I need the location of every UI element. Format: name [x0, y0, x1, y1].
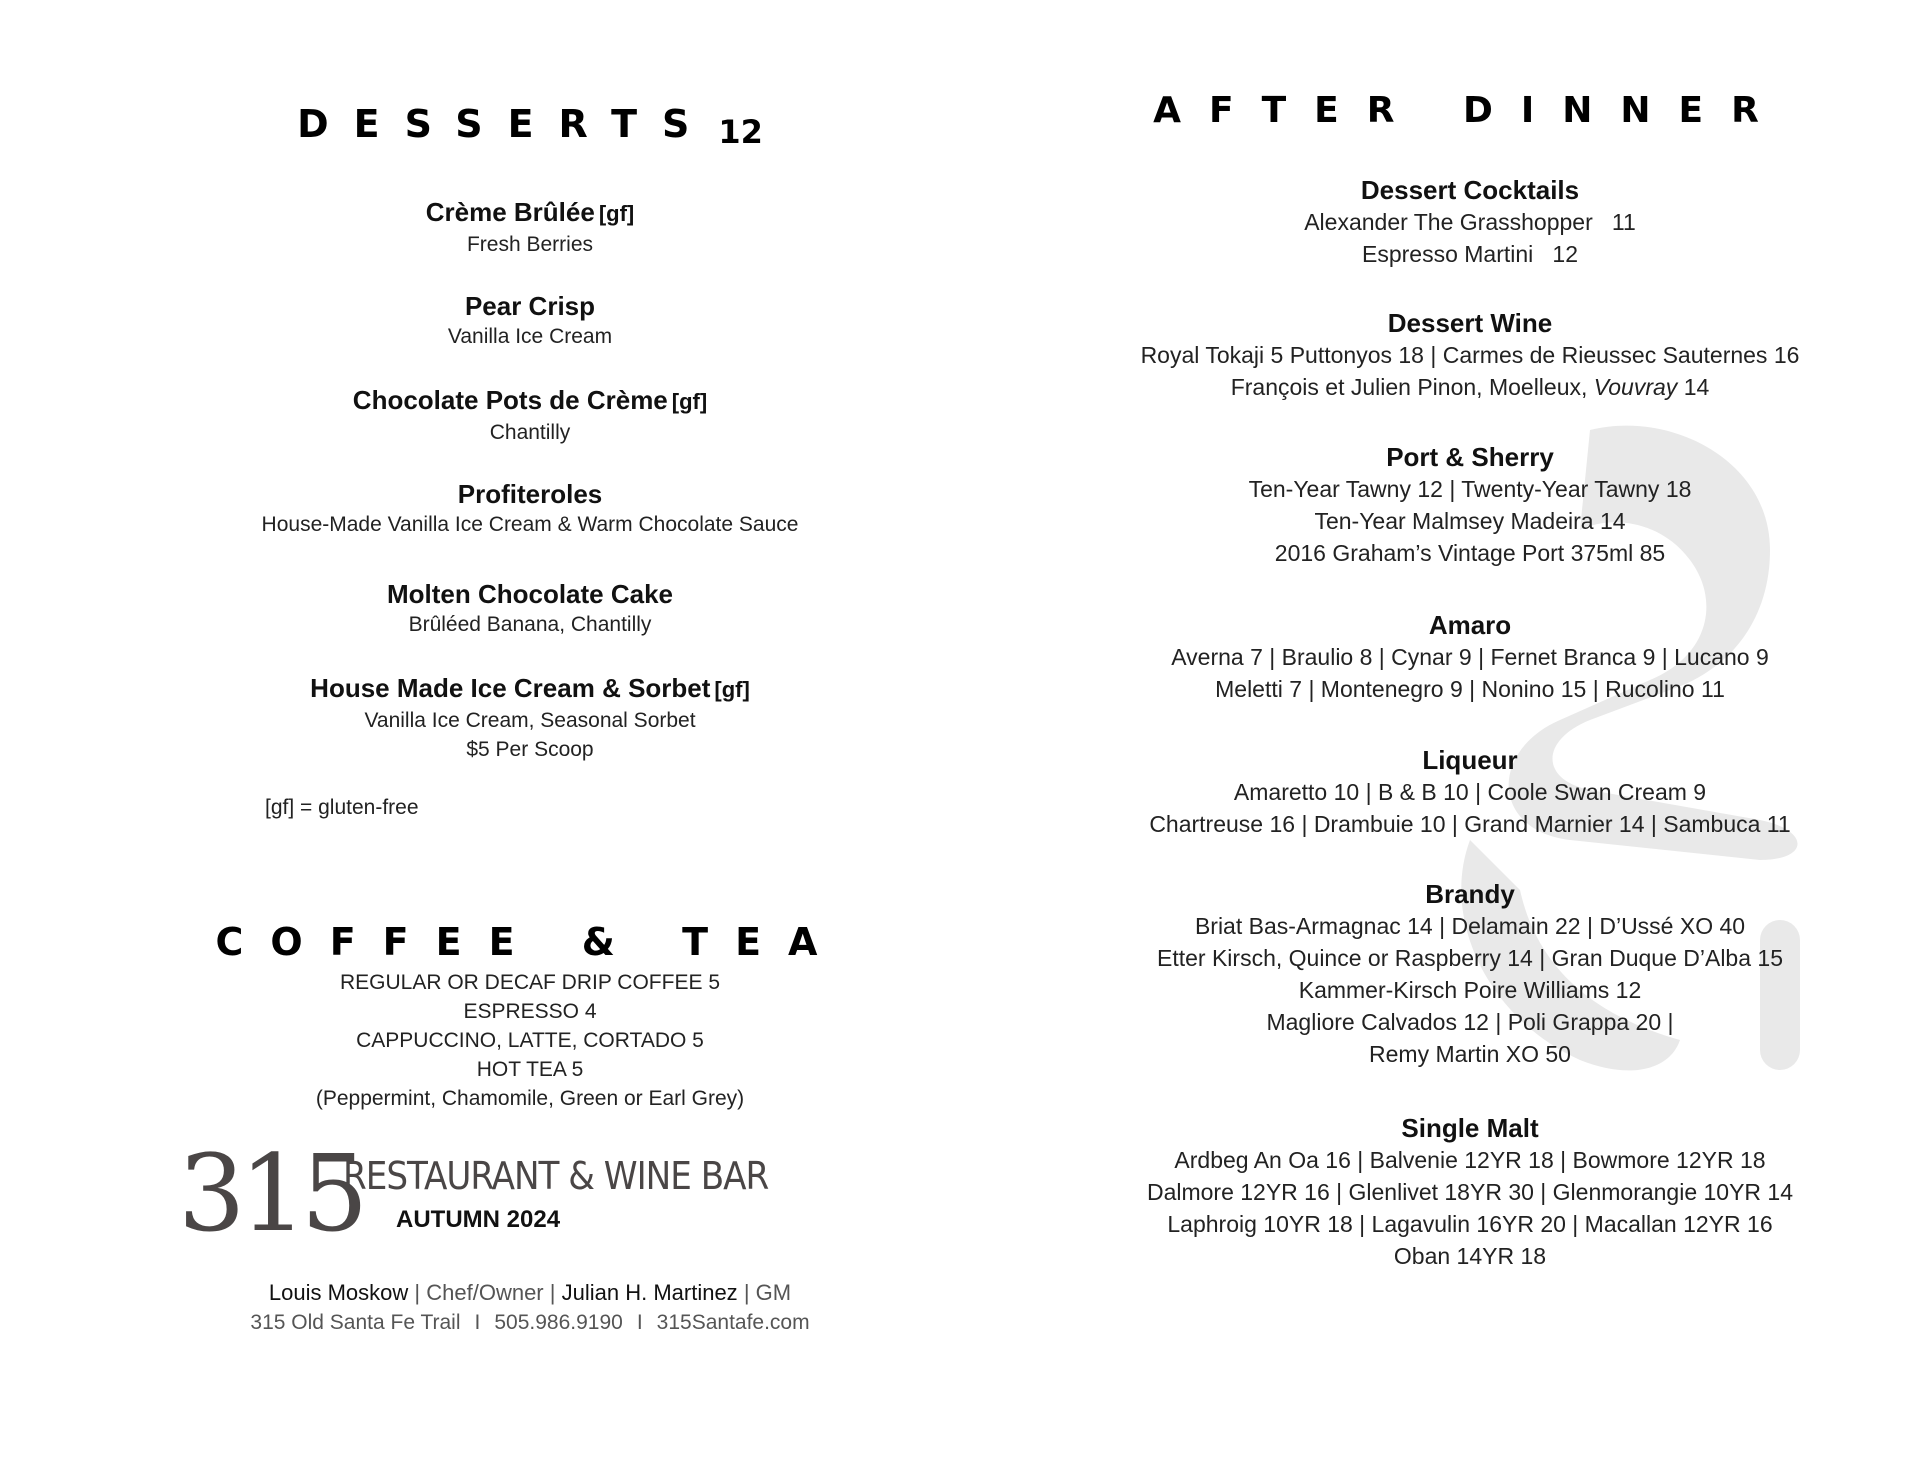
section-line: Magliore Calvados 12 | Poli Grappa 20 |: [1266, 1009, 1674, 1035]
dessert-item: [200, 478, 860, 539]
dessert-item: [200, 578, 860, 639]
section-line: Etter Kirsch, Quince or Raspberry 14 | Gran Duque D’Alba 15: [1157, 945, 1783, 971]
logo-number: 315: [178, 1132, 363, 1255]
dessert-item: [200, 672, 860, 764]
section-line: Ten-Year Tawny 12 | Twenty-Year Tawny 18: [1248, 476, 1692, 502]
divider: I: [474, 1311, 481, 1334]
dessert-item: [200, 196, 860, 259]
address: 315 Old Santa Fe Trail: [250, 1311, 461, 1334]
dessert-name: House Made Ice Cream & Sorbet: [310, 673, 711, 703]
dessert-name: Crème Brûlée: [425, 197, 595, 227]
section-line: Amaretto 10 | B & B 10 | Coole Swan Cream 9: [1233, 779, 1707, 805]
dessert-item: [200, 384, 860, 447]
section-line: Meletti 7 | Montenegro 9 | Nonino 15 | Rucolino 11: [1215, 676, 1725, 702]
section-title: Dessert Wine: [1387, 308, 1553, 338]
gluten-free-tag: [gf]: [598, 201, 635, 226]
section-line: Kammer-Kirsch Poire Williams 12: [1298, 977, 1642, 1003]
dessert-description: Vanilla Ice Cream: [447, 325, 613, 348]
section-line: Briat Bas-Armagnac 14 | Delamain 22 | D’Ussé XO 40: [1194, 913, 1746, 939]
gm-role: GM: [755, 1280, 792, 1305]
section-amaro: [1090, 609, 1850, 705]
gm-name: Julian H. Martinez: [561, 1280, 738, 1305]
coffee-list: [200, 968, 860, 1113]
section-line: Remy Martin XO 50: [1369, 1041, 1571, 1067]
chef-role: Chef/Owner: [426, 1280, 544, 1305]
logo-name: RESTAURANT & WINE BAR: [343, 1154, 769, 1198]
divider: I: [636, 1311, 643, 1334]
staff-line: [200, 1278, 860, 1308]
chef-name: Louis Moskow: [268, 1280, 409, 1305]
coffee-line: CAPPUCCINO, LATTE, CORTADO 5: [356, 1029, 704, 1052]
section-line: Espresso Martini 12: [1361, 241, 1579, 267]
section-title: Liqueur: [1422, 745, 1518, 775]
dessert-description: Vanilla Ice Cream, Seasonal Sorbet: [364, 709, 696, 732]
contact-line: [200, 1308, 860, 1338]
gluten-free-tag: [gf]: [671, 389, 708, 414]
dessert-name: Profiteroles: [457, 479, 603, 509]
website: 315Santafe.com: [656, 1311, 810, 1334]
section-line: Alexander The Grasshopper 11: [1304, 209, 1636, 235]
credits: [200, 1278, 860, 1338]
section-title: Port & Sherry: [1386, 442, 1554, 472]
coffee-line: REGULAR OR DECAF DRIP COFFEE 5: [339, 971, 720, 994]
tea-options: (Peppermint, Chamomile, Green or Earl Grey): [315, 1087, 745, 1110]
section-line: Royal Tokaji 5 Puttonyos 18 | Carmes de Rieussec Sauternes 16: [1140, 342, 1800, 368]
section-title: Single Malt: [1401, 1113, 1539, 1143]
restaurant-logo: [178, 1132, 769, 1260]
dessert-item: [200, 290, 860, 351]
section-line: Chartreuse 16 | Drambuie 10 | Grand Marnier 14 | Sambuca 11: [1149, 811, 1791, 837]
dessert-name: Pear Crisp: [464, 291, 596, 321]
section-dessert-wine: [1090, 307, 1850, 403]
pipe-divider: |: [414, 1280, 421, 1305]
section-line: François et Julien Pinon, Moelleux, Vouvray 14: [1230, 374, 1710, 400]
section-line: 2016 Graham’s Vintage Port 375ml 85: [1274, 540, 1666, 566]
section-title: Amaro: [1428, 610, 1512, 640]
dessert-description: Fresh Berries: [466, 233, 594, 256]
section-liqueur: [1090, 744, 1850, 840]
pipe-divider: |: [743, 1280, 750, 1305]
section-line: Ten-Year Malmsey Madeira 14: [1314, 508, 1626, 534]
desserts-title: DESSERTS: [297, 102, 715, 146]
section-port-sherry: [1090, 441, 1850, 569]
dessert-description: House-Made Vanilla Ice Cream & Warm Chocolate Sauce: [261, 513, 799, 536]
desserts-heading: [200, 102, 860, 151]
pipe-divider: |: [549, 1280, 556, 1305]
section-single-malt: [1090, 1112, 1850, 1272]
section-brandy: [1090, 878, 1850, 1070]
menu-season: AUTUMN 2024: [396, 1206, 561, 1233]
coffee-line: ESPRESSO 4: [463, 1000, 597, 1023]
gluten-free-tag: [gf]: [714, 677, 750, 702]
dessert-name: Molten Chocolate Cake: [386, 579, 674, 609]
dessert-name: Chocolate Pots de Crème: [352, 385, 668, 415]
phone: 505.986.9190: [494, 1311, 623, 1334]
section-line: Dalmore 12YR 16 | Glenlivet 18YR 30 | Glenmorangie 10YR 14: [1146, 1179, 1794, 1205]
section-line: Ardbeg An Oa 16 | Balvenie 12YR 18 | Bowmore 12YR 18: [1174, 1147, 1766, 1173]
dessert-price-note: $5 Per Scoop: [466, 738, 594, 761]
section-line: Oban 14YR 18: [1393, 1243, 1547, 1269]
after-dinner-heading: AFTER DINNER: [1153, 90, 1787, 131]
coffee-line: HOT TEA 5: [476, 1058, 584, 1081]
section-title: Dessert Cocktails: [1360, 175, 1580, 205]
dessert-description: Brûléed Banana, Chantilly: [408, 613, 652, 636]
section-title: Brandy: [1425, 879, 1515, 909]
section-dessert-cocktails: [1090, 174, 1850, 270]
section-line: Laphroig 10YR 18 | Lagavulin 16YR 20 | Macallan 12YR 16: [1167, 1211, 1773, 1237]
coffee-tea-heading: COFFEE & TEA: [215, 920, 845, 964]
desserts-price: 12: [718, 113, 763, 151]
section-line: Averna 7 | Braulio 8 | Cynar 9 | Fernet Branca 9 | Lucano 9: [1171, 644, 1769, 670]
dessert-description: Chantilly: [489, 421, 571, 444]
gluten-free-note: [gf] = gluten-free: [265, 796, 419, 819]
